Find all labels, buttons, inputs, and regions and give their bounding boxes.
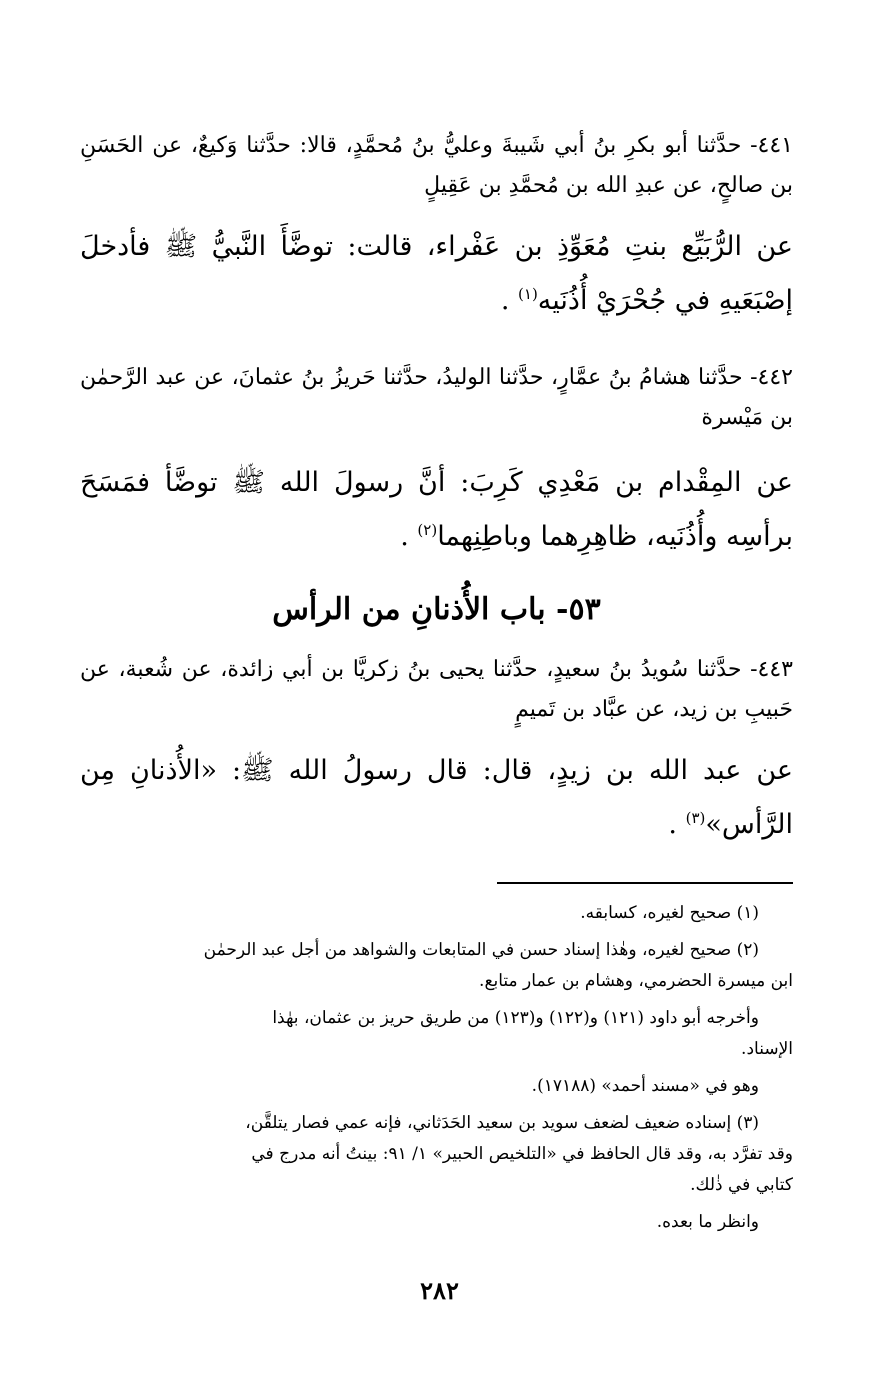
footnote-ref-1: (١) bbox=[518, 285, 538, 303]
hadith-441-end: . bbox=[500, 285, 510, 316]
book-page bbox=[80, 118, 793, 1238]
hadith-443-end: . bbox=[668, 809, 678, 840]
footnote-2-line-3: وأخرجه أبو داود (١٢١) و(١٢٢) و(١٢٣) من طريق حريز بن عثمان، بهٰذا bbox=[272, 1008, 759, 1028]
footnote-ref-3: (٣) bbox=[685, 809, 706, 827]
footnote-2-line-2: ابن ميسرة الحضرمي، وهشام بن عمار متابع. bbox=[479, 971, 793, 991]
hadith-443-isnad: ٤٤٣- حدَّثنا سُويدُ بنُ سعيدٍ، حدَّثنا يحيى بنُ زكريَّا بن أبي زائدة، عن شُعبة، عن حَبيبِ بن زيد، عن عبَّاد بن تَميمٍ bbox=[80, 657, 793, 722]
page-number: ٢٨٢ bbox=[420, 1276, 459, 1305]
footnote-divider bbox=[497, 882, 793, 884]
hadith-442-matn bbox=[80, 456, 793, 564]
footnote-3-line-4: وانظر ما بعده. bbox=[656, 1212, 759, 1232]
hadith-441-matn bbox=[80, 220, 793, 328]
hadith-442-text: عن المِقْدام بن مَعْدِي كَرِبَ: أنَّ رسولَ الله ﷺ توضَّأ فمَسَحَ برأسِه وأُذُنَيه، ظاهِرِهما وباطِنِهما bbox=[80, 467, 793, 552]
footnote-2-line-5: وهو في «مسند أحمد» (١٧١٨٨). bbox=[531, 1076, 759, 1096]
footnote-3-line-1: (٣) إسناده ضعيف لضعف سويد بن سعيد الحَدَثاني، فإنه عمي فصار يتلقَّن، bbox=[245, 1113, 759, 1133]
hadith-441-text: عن الرُّبَيِّع بنتِ مُعَوِّذِ بن عَفْراء، قالت: توضَّأَ النَّبيُّ ﷺ فأدخلَ إصْبَعَيهِ في جُحْرَيْ أُذُنَيه bbox=[80, 231, 793, 316]
footnote-3-line-2: وقد تفرَّد به، وقد قال الحافظ في «التلخيص الحبير» ١/ ٩١: بينتُ أنه مدرج في bbox=[251, 1144, 793, 1164]
hadith-442-isnad: ٤٤٢- حدَّثنا هشامُ بنُ عمَّارٍ، حدَّثنا الوليدُ، حدَّثنا حَريزُ بنُ عثمانَ، عن عبد الرَّحمٰن بن مَيْسرة bbox=[80, 365, 793, 430]
footnote-2-line-1: (٢) صحيح لغيره، وهٰذا إسناد حسن في المتابعات والشواهد من أجل عبد الرحمٰن bbox=[203, 940, 759, 960]
footnote-1: (١) صحيح لغيره، كسابقه. bbox=[580, 903, 759, 923]
hadith-443-matn bbox=[80, 744, 793, 852]
hadith-442-end: . bbox=[400, 521, 409, 552]
chapter-heading: ٥٣- باب الأُذنانِ من الرأس bbox=[272, 592, 601, 627]
footnotes bbox=[80, 898, 793, 1238]
footnote-3-line-3: كتابي في ذٰلك. bbox=[690, 1175, 793, 1195]
hadith-443-text: عن عبد الله بن زيدٍ، قال: قال رسولُ الله ﷺ: «الأُذنانِ مِن الرَّأس» bbox=[80, 755, 793, 840]
hadith-441-isnad: ٤٤١- حدَّثنا أبو بكرِ بنُ أبي شَيبةَ وعليُّ بنُ مُحمَّدٍ، قالا: حدَّثنا وَكيعٌ، عن الحَسَنِ بن صالحٍ، عن عبدِ الله بن مُحمَّدِ بن عَقِيلٍ bbox=[80, 133, 793, 198]
footnote-ref-2: (٢) bbox=[417, 521, 438, 539]
footnote-2-line-4: الإسناد. bbox=[741, 1039, 793, 1059]
